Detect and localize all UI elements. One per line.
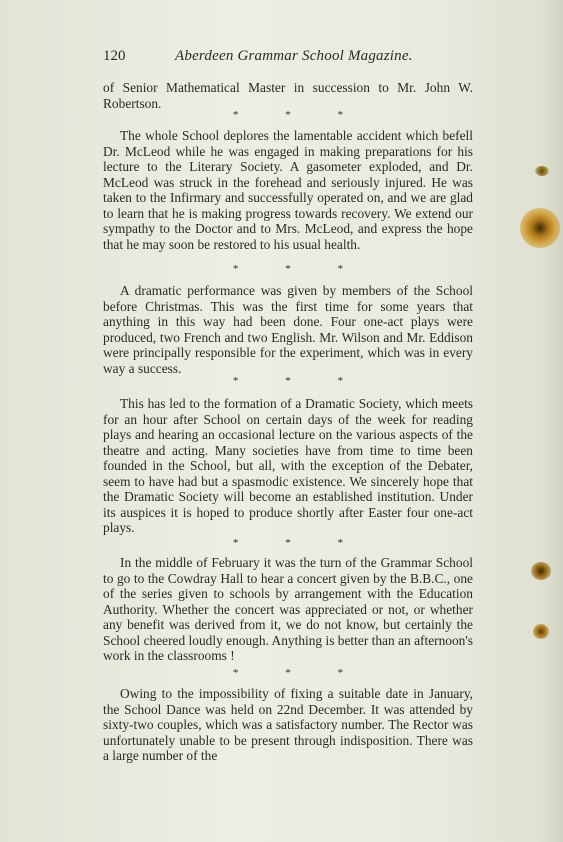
section-separator: * * * xyxy=(233,375,365,387)
paragraph-school-dance xyxy=(103,686,473,764)
paragraph-accident xyxy=(103,128,473,252)
paragraph-text: This has led to the formation of a Dramatic Society, which meets for an hour after School on certain days of the week for reading plays and hearing an occasional lecture on the various aspects of the theatre and acting. Many societies have from time to time been founded in the School, but all, with the exception of the Debater, seem to have had but a spasmodic existence. We sincerely hope that the Dramatic Society will become an established institution. Under its auspices it is hoped to produce shortly after Easter four one-act plays. xyxy=(103,396,473,535)
page-number: 120 xyxy=(103,48,126,64)
paragraph-concert xyxy=(103,555,473,664)
paragraph-text: A dramatic performance was given by members of the School before Christmas. This was the first time for some years that anything in this way had been done. Four one-act plays were produced, two French and two English. Mr. Wilson and Mr. Eddison were principally responsible for the experiment, which was in every way a success. xyxy=(103,283,473,376)
paragraph-text: The whole School deplores the lamentable accident which befell Dr. McLeod while he was engaged in making preparations for his lecture to the Literary Society. A gasometer exploded, and Dr. McLeod was struck in the forehead and seriously injured. He was taken to the Infirmary and successfully operated on, and we are glad to learn that he is making progress towards recovery. We extend our sympathy to the Doctor and to Mrs. McLeod, and express the hope that he may soon be restored to his usual health. xyxy=(103,128,473,252)
paragraph-dramatic-society xyxy=(103,396,473,536)
paragraph-text: Owing to the impossibility of fixing a suitable date in January, the School Dance was held on 22nd December. It was attended by sixty-two couples, which was a satisfactory number. The Rector was unfortunately unable to be present through indisposition. There was a large number of the xyxy=(103,686,473,763)
paper-stain xyxy=(520,208,560,248)
paragraph-dramatic-performance xyxy=(103,283,473,376)
running-title: Aberdeen Grammar School Magazine. xyxy=(175,48,413,64)
page-header xyxy=(103,48,473,68)
paper-stain xyxy=(533,624,549,639)
paragraph-text: In the middle of February it was the turn of the Grammar School to go to the Cowdray Hall to hear a concert given by the B.B.C., one of the series given to schools by arrangement with the Education Authority. Whether the concert was appreciated or not, or whether any benefit was derived from it, we do not know, but certainly the School cheered loudly enough. Anything is better than an afternoon's work in the classrooms ! xyxy=(103,555,473,663)
section-separator: * * * xyxy=(233,537,365,549)
section-separator: * * * xyxy=(233,109,365,121)
paper-stain xyxy=(531,562,551,580)
paragraph-continuation xyxy=(103,80,473,111)
paragraph-text: of Senior Mathematical Master in succession to Mr. John W. Robertson. xyxy=(103,80,473,111)
paper-stain xyxy=(535,166,549,176)
section-separator: * * * xyxy=(233,263,365,275)
section-separator: * * * xyxy=(233,667,365,679)
